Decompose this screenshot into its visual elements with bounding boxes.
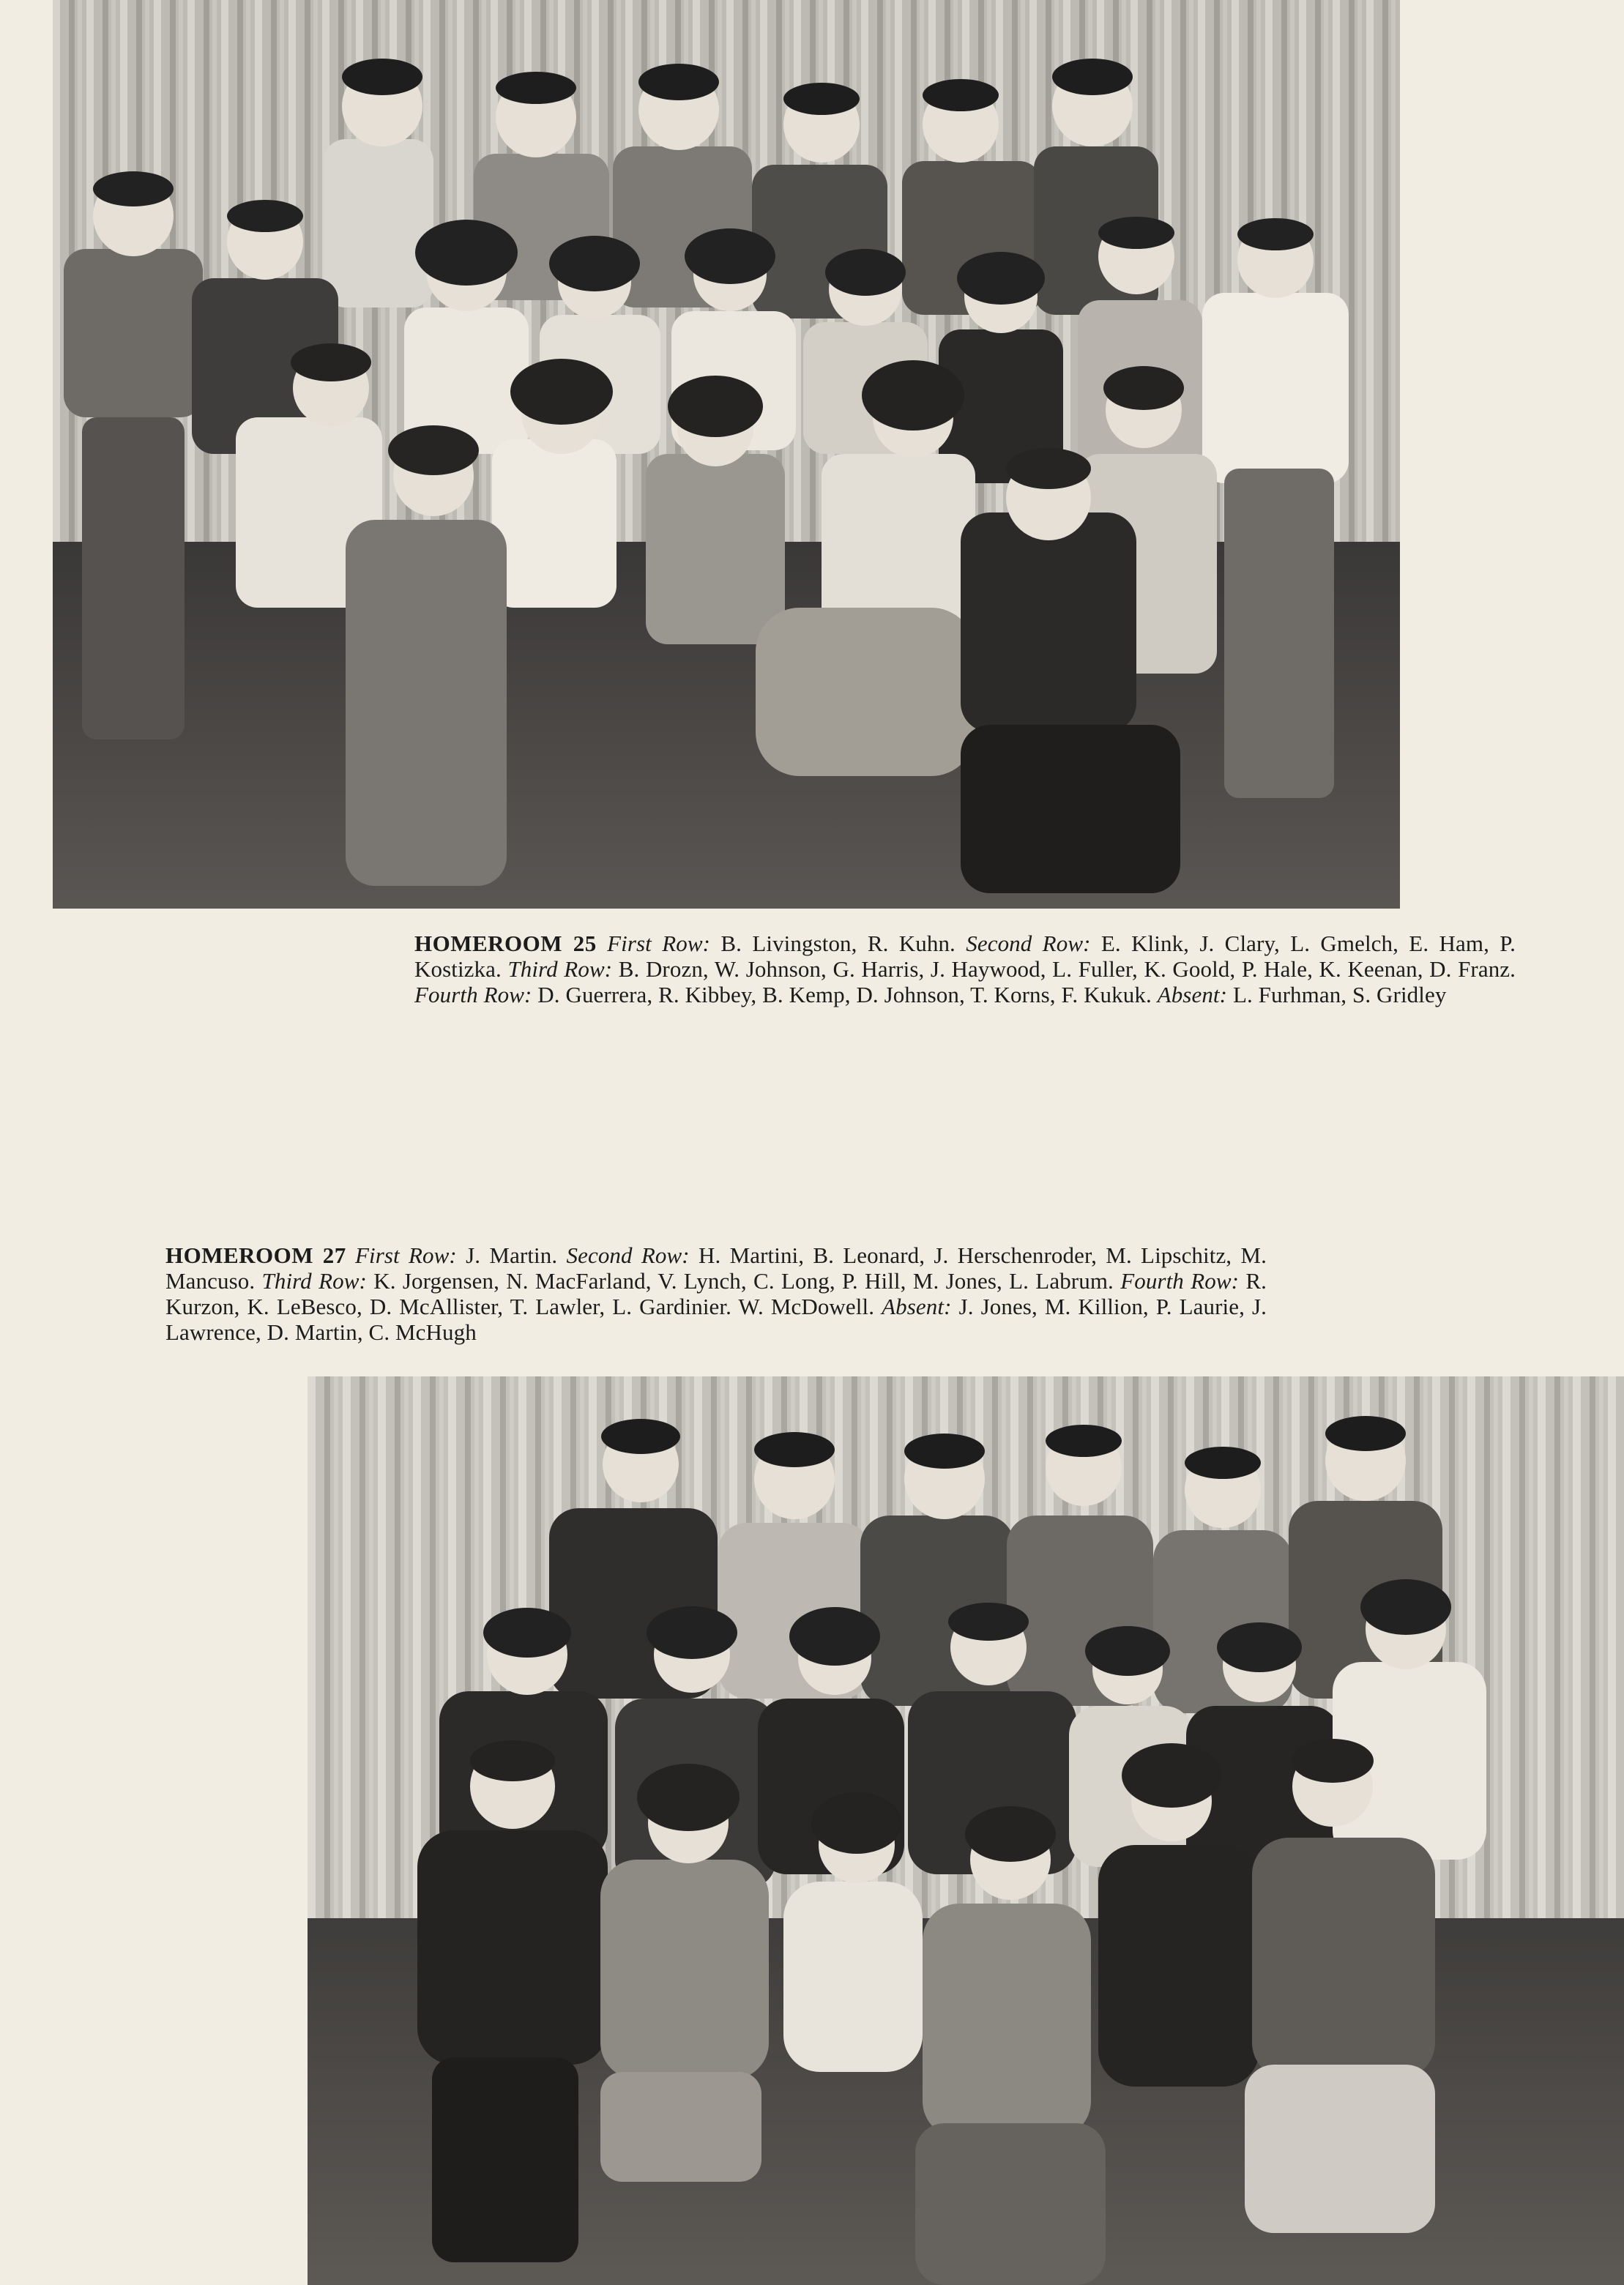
homeroom-title: HOMEROOM 27 xyxy=(165,1242,346,1268)
row-label: First Row: xyxy=(354,1242,457,1268)
row-names: B. Drozn, W. Johnson, G. Harris, J. Haywood, L. Fuller, K. Goold, P. Hale, K. Keenan, D. Franz. xyxy=(618,956,1516,982)
row-names: E. Klink, J. Clary, L. Gmelch, E. Ham, P. Kostizka. xyxy=(414,931,1516,982)
row-names: D. Guerrera, R. Kibbey, B. Kemp, D. Johnson, T. Korns, F. Kukuk. xyxy=(537,982,1152,1007)
homeroom-25-caption xyxy=(414,931,1516,1007)
group-photo-illustration xyxy=(53,0,1400,909)
homeroom-27-caption xyxy=(165,1242,1267,1345)
homeroom-25-group-photo xyxy=(53,0,1400,909)
homeroom-27-group-photo xyxy=(308,1376,1624,2285)
row-label: Third Row: xyxy=(261,1268,367,1294)
row-names: K. Jorgensen, N. MacFarland, V. Lynch, C. Long, P. Hill, M. Jones, L. Labrum. xyxy=(373,1268,1114,1294)
row-label: Third Row: xyxy=(507,956,613,982)
row-label: Absent: xyxy=(882,1294,952,1319)
row-label: Fourth Row: xyxy=(1120,1268,1240,1294)
row-names: J. Martin. xyxy=(466,1242,558,1268)
row-label: Fourth Row: xyxy=(414,982,532,1007)
row-names: L. Furhman, S. Gridley xyxy=(1232,982,1447,1007)
row-names: R. Kurzon, K. LeBesco, D. McAllister, T. Lawler, L. Gardinier. W. McDowell. xyxy=(165,1268,1267,1319)
row-names: J. Jones, M. Killion, P. Laurie, J. Lawrence, D. Martin, C. McHugh xyxy=(165,1294,1267,1345)
row-names: B. Livingston, R. Kuhn. xyxy=(720,931,956,956)
group-photo-illustration xyxy=(308,1376,1624,2285)
row-label: Second Row: xyxy=(966,931,1091,956)
row-label: Second Row: xyxy=(566,1242,690,1268)
homeroom-title: HOMEROOM 25 xyxy=(414,931,597,956)
row-label: First Row: xyxy=(607,931,711,956)
row-names: H. Martini, B. Leonard, J. Herschenroder, M. Lipschitz, M. Mancuso. xyxy=(165,1242,1267,1294)
row-label: Absent: xyxy=(1157,982,1228,1007)
